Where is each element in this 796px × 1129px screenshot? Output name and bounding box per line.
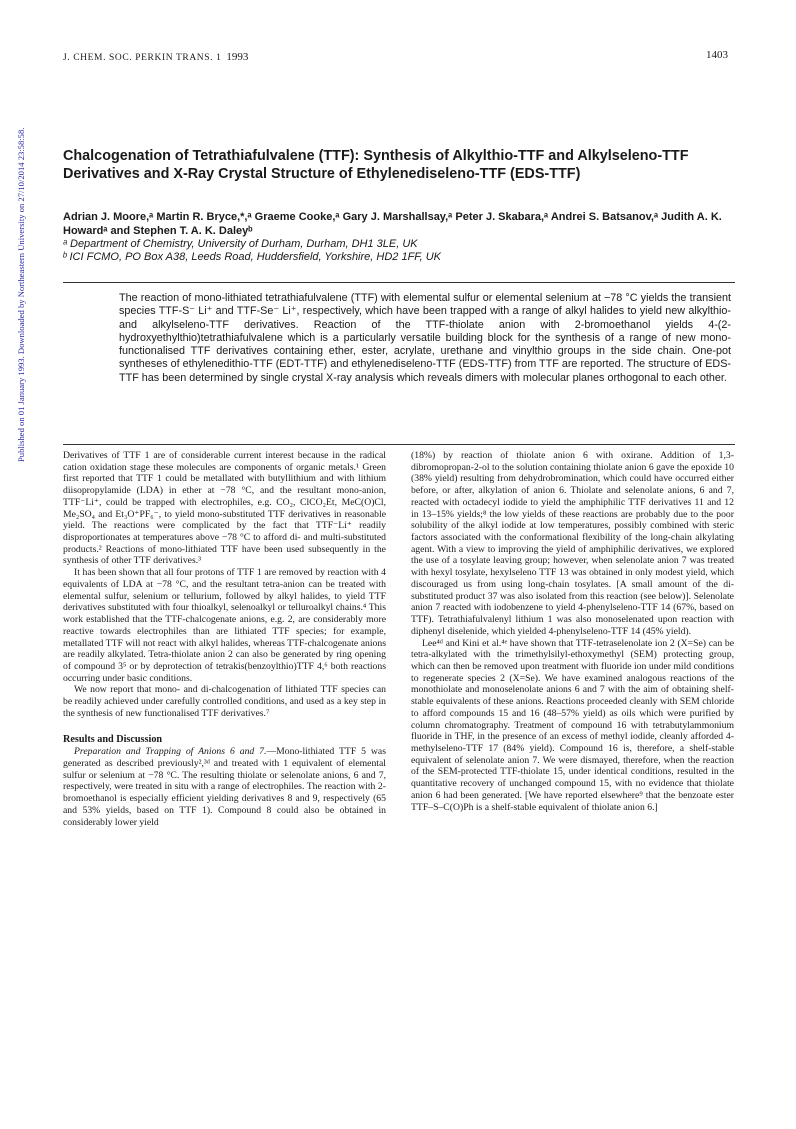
rule-bottom — [63, 444, 735, 445]
paragraph: It has been shown that all four protons of TTF 1 are removed by reaction with 4 equivalents of LDA at −78 °C, and the resultant tetra-anion can be treated with elemental sulfur, selenium or tellurium, followed by alkyl halides, to yield TTF derivatives substituted with four thioalkyl, selenoalkyl or telluroalkyl chains.⁴ This work established that the TTF-chalcogenate anions, e.g. 2, are considerably more reactive towards electrophiles than are lithiated TTF species; for example, metallated TTF will not react with alkyl halides, whereas TTF-chalcogenate anions are readily alkylated. Tetra-thiolate anion 2 can also be generated by ring opening of compound 3⁵ or by deprotection of tetrakis(benzoylthio)TTF 4,⁶ both reactions occurring under basic conditions. — [63, 567, 386, 684]
running-header-journal — [63, 51, 248, 63]
article-title: Chalcogenation of Tetrathiafulvalene (TTF): Synthesis of Alkylthio-TTF and Alkylseleno-TTF Derivatives and X-Ray Crystal Structure of Ethylenediseleno-TTF (EDS-TTF) — [63, 148, 689, 183]
abstract: The reaction of mono-lithiated tetrathiafulvalene (TTF) with elemental sulfur or elemental selenium at −78 °C yields the transient species TTF-S⁻ Li⁺ and TTF-Se⁻ Li⁺, respectively, which have been trapped with a range of alkyl halides to yield new alkylthio- and alkylseleno-TTF derivatives. Reaction of the TTF-thiolate anion with 2-bromoethanol yields 4-(2-hydroxyethylthio)tetrathiafulvalene which is a particularly versatile building block for the synthesis of a range of new mono-functionalised TTF derivatives containing ether, ester, acrylate, urethane and vinylthio groups in the side chain. One-pot syntheses of ethylenedithio-TTF (EDT-TTF) and ethylenediseleno-TTF (EDS-TTF) from TTF are reported. The structure of EDS-TTF has been determined by single crystal X-ray analysis which reveals dimers with molecular planes orthogonal to each other. — [119, 292, 731, 384]
paragraph: (18%) by reaction of thiolate anion 6 with oxirane. Addition of 1,3-dibromopropan-2-ol to the solution containing thiolate anion 6 gave the epoxide 10 (38% yield) resulting from dehydrobromination, which could have occurred either before, or after, alkylation of anion 6. Thiolate and selenolate anions, 6 and 7, reacted with octadecyl iodide to yield the amphiphilic TTF derivatives 11 and 12 in 13–15% yields;⁸ the low yields of these reactions are probably due to the poor solubility of the alkyl iodide at low temperatures, possibly combined with steric factors associated with the conformational flexibility of the long-chain alkylating agent. With a view to improving the yield of amphiphilic derivatives, we explored the use of a tosylate leaving group; however, when selenolate anion 7 was treated with hexyl tosylate, hexylseleno TTF 13 was obtained in only modest yield, which discouraged us from using long-chain tosylates. [A small amount of the di-substituted product 37 was also isolated from this reaction (see below)]. Selenolate anion 7 reacted with iodobenzene to yield 4-phenylseleno-TTF 14 (67%, based on TTF). Tetrathiafulvalenyl lithium 1 was also monoselenated upon reaction with diphenyl diselenide, which yielded 4-phenylseleno-TTF 14 (45% yield). — [411, 450, 734, 637]
column-left — [63, 450, 386, 828]
rule-top — [63, 282, 735, 283]
paragraph — [63, 746, 386, 828]
affiliation-ici: ᵇ ICI FCMO, PO Box A38, Leeds Road, Huddersfield, Yorkshire, HD2 1FF, UK — [63, 251, 441, 264]
journal-year: 1993 — [226, 51, 249, 63]
author-list: Adrian J. Moore,ᵃ Martin R. Bryce,*,ᵃ Graeme Cooke,ᵃ Gary J. Marshallsay,ᵃ Peter J. Skabara,ᵃ Andrei S. Batsanov,ᵃ Judith A. K. Howardᵃ and Stephen T. A. K. Daleyᵇ — [63, 211, 722, 237]
subsection-lead: Preparation and Trapping of Anions 6 and 7. — [74, 746, 267, 758]
download-note: Published on 01 January 1993. Downloaded by Northeastern University on 27/10/2014 23:58:58. — [16, 127, 26, 462]
column-right — [411, 450, 734, 813]
journal-name: J. CHEM. SOC. PERKIN TRANS. 1 — [63, 53, 222, 63]
paragraph-text: —Mono-lithiated TTF 5 was generated as described previously²,³ᵈ and treated with 1 equivalent of elemental sulfur or selenium at −78 °C. The resulting thiolate or selenolate anions, 6 and 7, respectively, were treated in situ with a range of electrophiles. The reaction with 2-bromoethanol is especially efficient yielding derivatives 8 and 9, respectively (65 and 53% yields, based on TTF 1). Compound 8 could also be obtained in considerably lower yield — [63, 746, 386, 828]
paragraph: Derivatives of TTF 1 are of considerable current interest because in the radical cation oxidation stage these molecules are components of organic metals.¹ Green first reported that TTF 1 could be metallated with butyllithium and with lithium diisopropylamide (LDA) in ether at −78 °C, and the resultant mono-anion, TTF⁻Li⁺, could be trapped with electrophiles, e.g. CO₂, ClCO₂Et, MeC(O)Cl, Me₂SO₄ and Et₃O⁺PF₆⁻, to yield mono-substituted TTF derivatives in reasonable yield. The reactions were complicated by the fact that TTF⁻Li⁺ readily disproportionates at temperatures above −78 °C to afford di- and multi-substituted products.² Reactions of mono-lithiated TTF have been used subsequently in the synthesis of other TTF derivatives.³ — [63, 450, 386, 567]
section-heading: Results and Discussion — [63, 733, 163, 745]
affiliation-durham: ᵃ Department of Chemistry, University of Durham, Durham, DH1 3LE, UK — [63, 238, 418, 250]
paragraph: We now report that mono- and di-chalcogenation of lithiated TTF species can be readily achieved under carefully controlled conditions, and used as a key step in the synthesis of new functionalised TTF derivatives.⁷ — [63, 684, 386, 719]
paragraph: Lee⁴ᵈ and Kini et al.⁴ᵉ have shown that TTF-tetraselenolate ion 2 (X=Se) can be tetra-alkylated with the trimethylsilyl-ethoxymethyl (SEM) protecting group, which can then be removed upon treatment with fluoride ion under mild conditions to regenerate species 2 (X=Se). We have examined analogous reactions of the monothiolate and monoselenolate anions 6 and 7 with the aim of obtaining shelf-stable equivalents of these anions. Reactions proceeded cleanly with SEM chloride to afford compounds 15 and 16 (48–57% yield) as oils which were purified by column chromatography. Treatment of compound 16 with tetrabutylammonium fluoride in THF, in the presence of an excess of methyl iodide, cleanly afforded 4-methylseleno-TTF 17 (84% yield). Compound 16 is, therefore, a shelf-stable equivalent of selenolate anion 7. We were dismayed, therefore, when the reaction of the SEM-protected TTF-thiolate 15, under identical conditions, resulted in the quantitative recovery of unchanged compound 15, with no evidence that thiolate anion 6 had been generated. [We have reported elsewhere⁹ that the benzoate ester TTF–S–C(O)Ph is a shelf-stable equivalent of thiolate anion 6.] — [411, 637, 734, 813]
affiliations — [63, 238, 743, 265]
page-number: 1403 — [706, 49, 728, 61]
download-watermark — [0, 0, 26, 1129]
